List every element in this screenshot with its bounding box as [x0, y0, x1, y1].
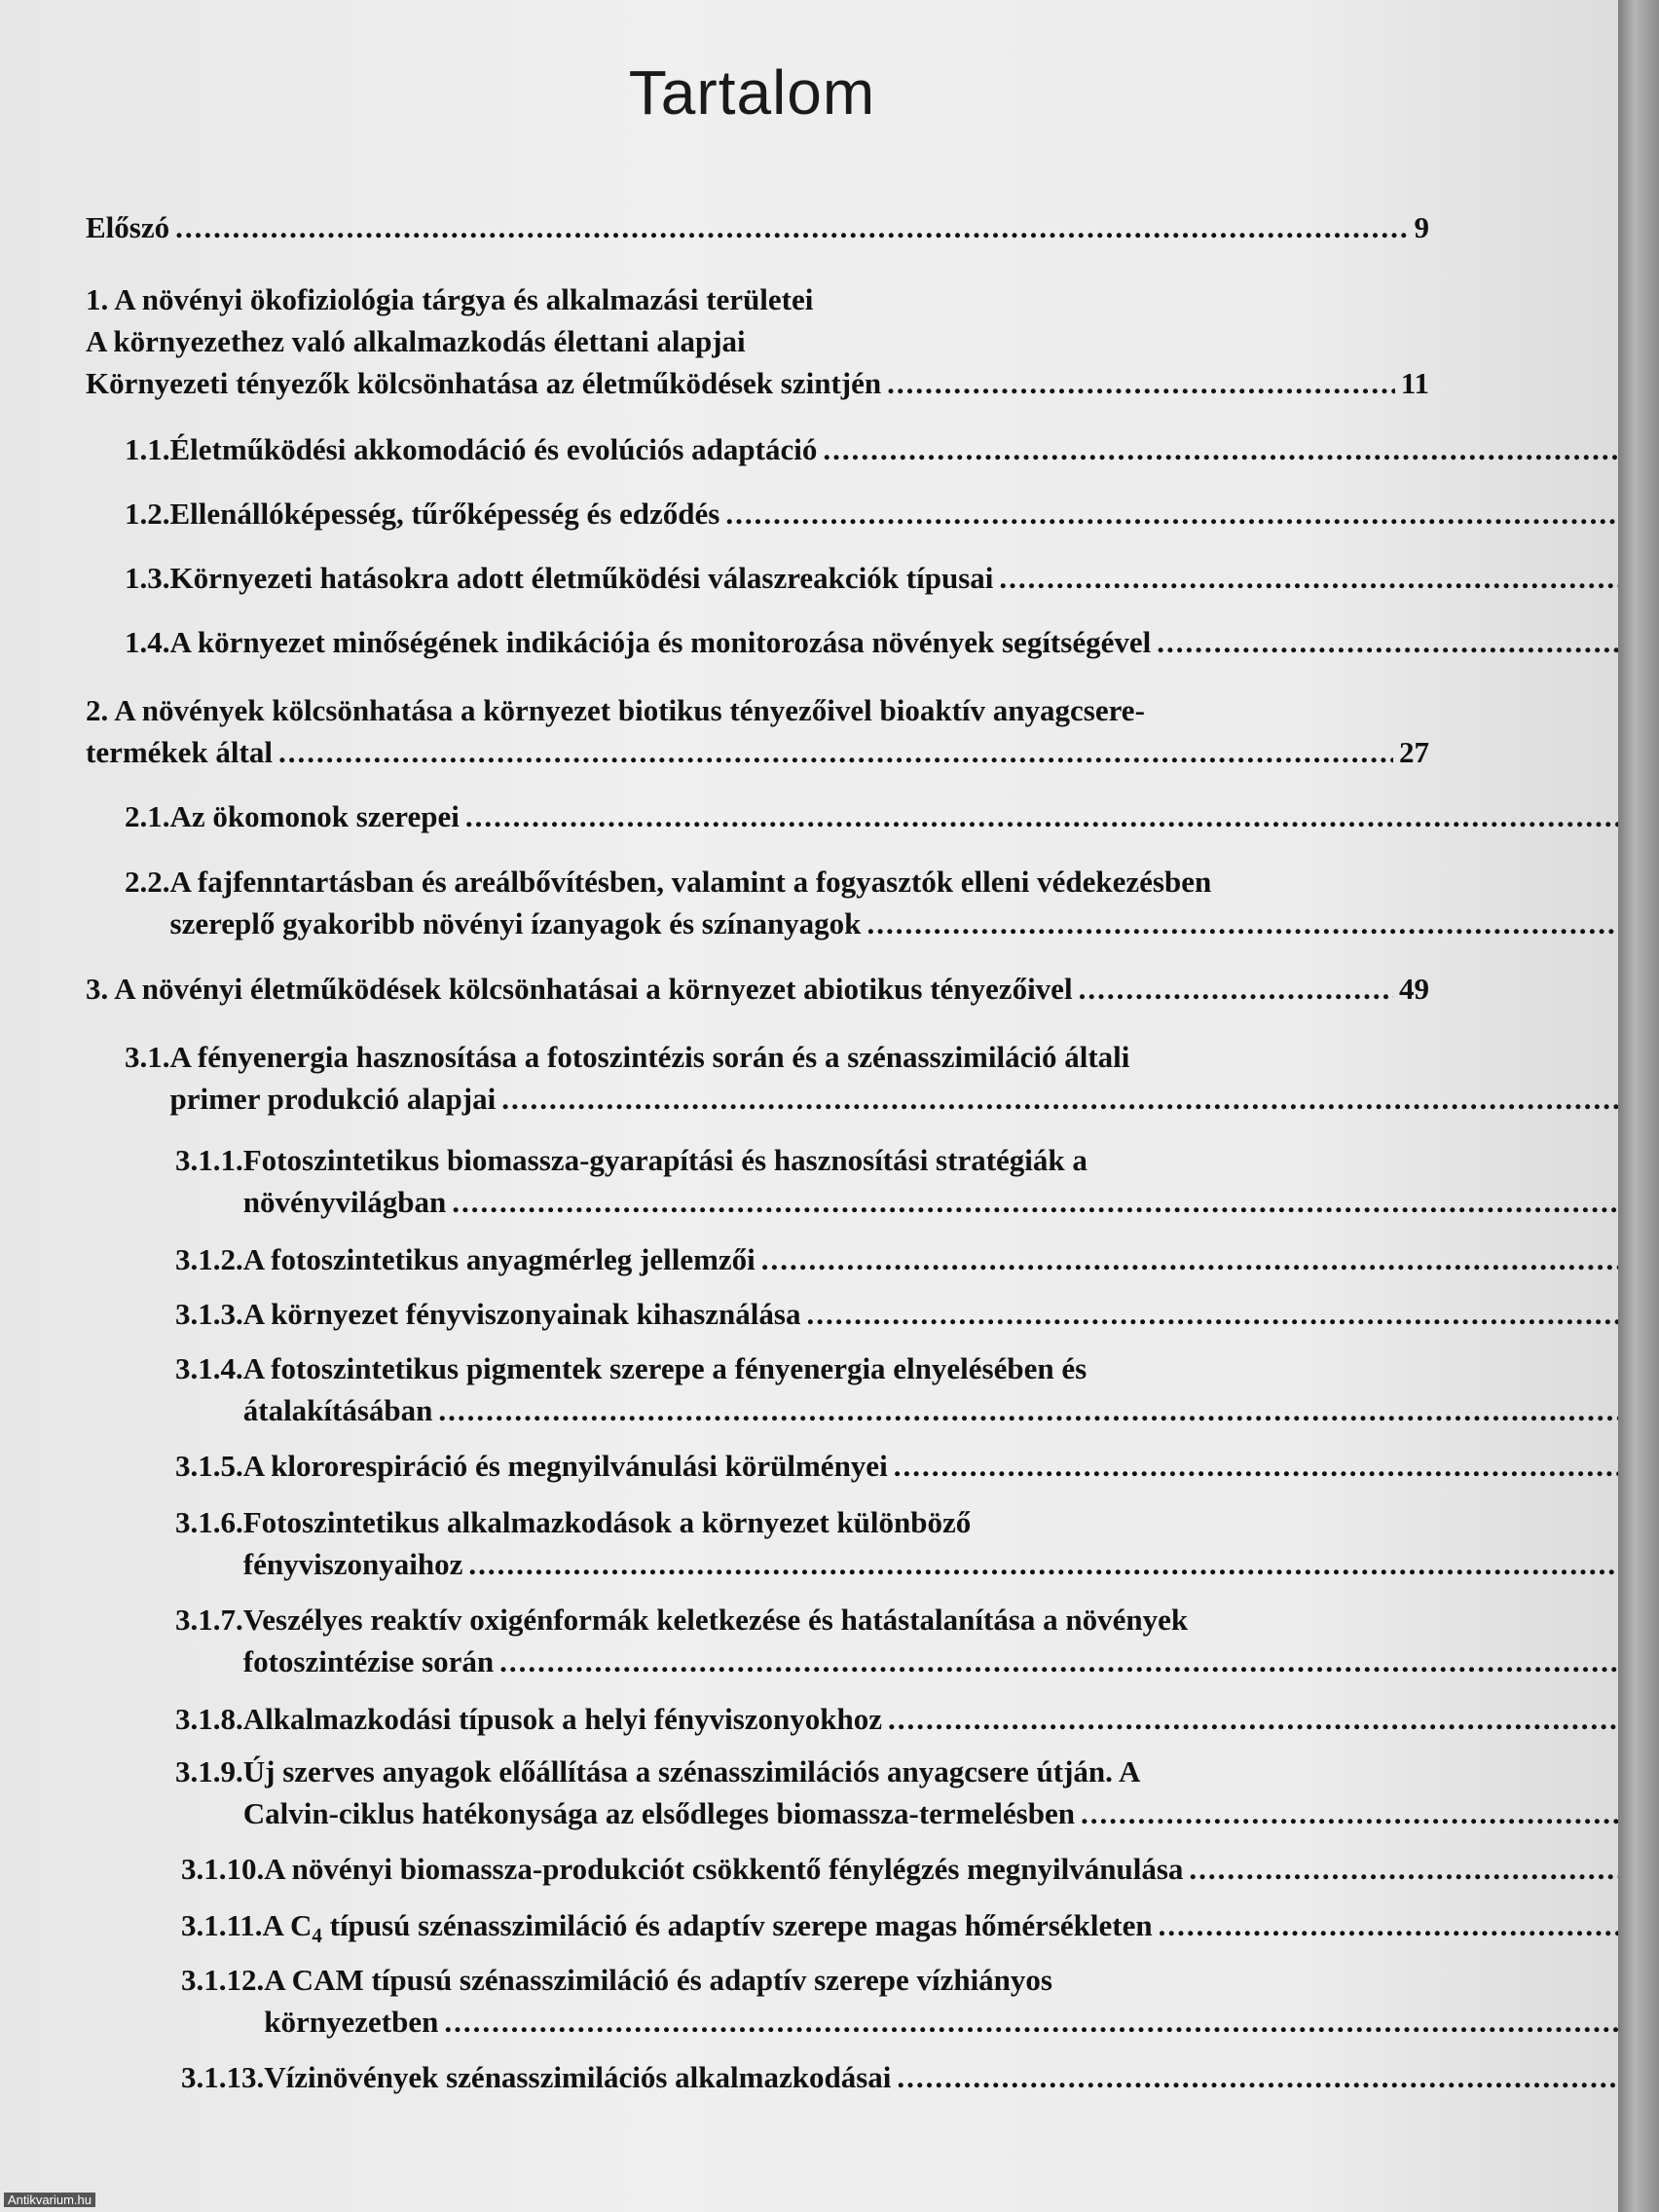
- section-number: 1.2.: [125, 497, 170, 531]
- dot-leader: [452, 1181, 1618, 1223]
- toc-entry-2-2: [125, 861, 1429, 944]
- toc-entry-3-1-7: [175, 1599, 1429, 1682]
- toc-entry-3-1-11: [181, 1904, 1429, 1946]
- toc-entry-1-1: [125, 428, 1429, 470]
- dot-leader: [1189, 1848, 1618, 1890]
- toc-entry-title-part: A C: [262, 1908, 313, 1942]
- toc-entry-3-1-9: [175, 1751, 1429, 1834]
- toc-entry-line: A CAM típusú szénasszimiláció és adaptív szerepe vízhiányos: [264, 1963, 1052, 1997]
- dot-leader: [465, 795, 1618, 837]
- toc-entry-title: A fotoszintetikus anyagmérleg jellemzői: [242, 1242, 756, 1276]
- toc-entry-2-1: [125, 795, 1429, 837]
- section-number: 3.1.2.: [175, 1242, 243, 1276]
- dot-leader: [894, 1445, 1618, 1487]
- dot-leader: [499, 1641, 1618, 1682]
- section-number: 1.3.: [125, 561, 170, 595]
- toc-entry-1-2: [125, 493, 1429, 535]
- toc-entry-1-3: [125, 557, 1429, 599]
- toc-entry-line: Fotoszintetikus alkalmazkodások a környezet különböző: [242, 1505, 972, 1539]
- dot-leader: [806, 1293, 1618, 1335]
- toc-entry-title: A környezet fényviszonyainak kihasználása: [242, 1297, 801, 1331]
- toc-entry-3-1-6: [175, 1501, 1429, 1585]
- section-number: 1.1.: [125, 432, 170, 466]
- toc-entry-3-1-5: [175, 1445, 1429, 1487]
- toc-entry-title: 3. A növényi életműködések kölcsönhatásai a környezet abiotikus tényezőivel: [86, 972, 1073, 1006]
- section-number: 3.1.5.: [175, 1449, 243, 1483]
- toc-entry-line: A fajfenntartásban és areálbővítésben, valamint a fogyasztók elleni védekezésben: [169, 865, 1212, 899]
- dot-leader: [444, 2001, 1618, 2043]
- toc-page-number: 27: [1399, 735, 1429, 769]
- toc-entry-3-1-3: [175, 1293, 1429, 1335]
- section-number: 3.1.3.: [175, 1297, 243, 1331]
- section-number: 3.1.8.: [175, 1702, 243, 1736]
- section-number: 2.1.: [125, 799, 170, 833]
- toc-entry-title: fotoszintézise során: [242, 1644, 495, 1678]
- dot-leader: [888, 1698, 1618, 1740]
- dot-leader: [823, 428, 1618, 470]
- toc-entry-title: A klororespiráció és megnyilvánulási körülményei: [242, 1449, 888, 1483]
- toc-entry-title: Ellenállóképesség, tűrőképesség és edződés: [169, 497, 720, 531]
- dot-leader: [468, 1543, 1618, 1585]
- toc-entry-1-4: [125, 621, 1429, 663]
- toc-entry-title: fényviszonyaihoz: [242, 1547, 463, 1581]
- toc-entry-3-1-8: [175, 1698, 1429, 1740]
- dot-leader: [761, 1238, 1618, 1280]
- section-number: 2.2.: [125, 865, 170, 899]
- toc-entry-title: Vízinövények szénasszimilációs alkalmazkodásai: [264, 2060, 892, 2094]
- dot-leader: [438, 1389, 1618, 1431]
- toc-entry-title: Alkalmazkodási típusok a helyi fényviszonyokhoz: [242, 1702, 883, 1736]
- toc-entry-3-1-10: [181, 1848, 1429, 1890]
- toc-page-number: 49: [1399, 972, 1429, 1006]
- toc-entry-3-1-12: [181, 1959, 1429, 2043]
- toc-entry-title: [263, 1904, 1153, 1946]
- toc-entry-line: A fotoszintetikus pigmentek szerepe a fényenergia elnyelésében és: [242, 1351, 1088, 1385]
- page-edge: [1618, 0, 1659, 2212]
- toc-entry-3-1-4: [175, 1347, 1429, 1431]
- dot-leader: [501, 1078, 1618, 1120]
- section-number: 1.4.: [125, 625, 170, 659]
- watermark-label: Antikvarium.hu: [4, 2193, 95, 2207]
- toc-entry-line: 2. A növények kölcsönhatása a környezet biotikus tényezőivel bioaktív anyagcsere-: [86, 693, 1145, 727]
- dot-leader: [1159, 1904, 1618, 1946]
- subscript-number: 4: [312, 1924, 322, 1948]
- toc-entry-line: Új szerves anyagok előállítása a szénasszimilációs anyagcsere útján. A: [242, 1754, 1141, 1788]
- section-number: 3.1.13.: [181, 2060, 265, 2094]
- toc-entry-3-1-1: [175, 1139, 1429, 1223]
- section-number: 3.1.1.: [175, 1143, 243, 1177]
- section-number: 3.1.11.: [181, 1908, 263, 1942]
- section-number: 3.1.12.: [181, 1963, 265, 1997]
- toc-entry-title: növényvilágban: [242, 1185, 447, 1219]
- toc-entry-title: átalakításában: [242, 1393, 433, 1427]
- toc-entry-chapter-1: [86, 278, 1429, 404]
- toc-entry-title: Előszó: [86, 210, 170, 244]
- toc-entry-3-1-2: [175, 1238, 1429, 1280]
- toc-entry-line: 1. A növényi ökofiziológia tárgya és alkalmazási területei: [86, 282, 814, 316]
- toc-page-number: 9: [1414, 210, 1429, 244]
- toc-entry-title: Calvin-ciklus hatékonysága az elsődleges biomassza-termelésben: [242, 1796, 1075, 1830]
- toc-entry-title: A környezet minőségének indikációja és monitorozása növények segítségével: [169, 625, 1152, 659]
- dot-leader: [1081, 1792, 1618, 1834]
- toc-entry-title: termékek által: [86, 735, 273, 769]
- toc-entry-3-1-13: [181, 2056, 1429, 2098]
- toc-entry-title: környezetben: [264, 2005, 439, 2039]
- section-number: 3.1.9.: [175, 1754, 243, 1788]
- toc-entry-chapter-3: [86, 968, 1429, 1010]
- section-number: 3.1.7.: [175, 1603, 243, 1637]
- section-number: 3.1.10.: [181, 1852, 265, 1886]
- dot-leader: [866, 903, 1618, 944]
- page-title: Tartalom: [628, 57, 876, 128]
- section-number: 3.1.4.: [175, 1351, 243, 1385]
- toc-entry-3-1: [125, 1036, 1429, 1120]
- section-number: 3.1.: [125, 1040, 170, 1074]
- toc-entry-title: Életműködési akkomodáció és evolúciós adaptáció: [169, 432, 818, 466]
- toc-entry-line: A környezethez való alkalmazkodás élettani alapjai: [86, 324, 746, 358]
- dot-leader: [1079, 968, 1393, 1010]
- toc-entry-title: Környezeti tényezők kölcsönhatása az életműködések szintjén: [86, 366, 882, 400]
- toc-entry-eloszo: [86, 206, 1429, 248]
- toc-entry-title: primer produkció alapjai: [169, 1082, 497, 1116]
- toc-page-number: 11: [1400, 366, 1429, 400]
- toc-entry-title: A növényi biomassza-produkciót csökkentő fénylégzés megnyilvánulása: [264, 1852, 1184, 1886]
- dot-leader: [278, 731, 1393, 773]
- section-number: 3.1.6.: [175, 1505, 243, 1539]
- dot-leader: [725, 493, 1618, 535]
- toc-entry-line: A fényenergia hasznosítása a fotoszintézis során és a szénasszimiláció általi: [169, 1040, 1130, 1074]
- dot-leader: [897, 2056, 1618, 2098]
- dot-leader: [887, 362, 1395, 404]
- toc-entry-title: szereplő gyakoribb növényi ízanyagok és színanyagok: [169, 906, 862, 940]
- dot-leader: [999, 557, 1618, 599]
- toc-entry-chapter-2: [86, 689, 1429, 773]
- toc-entry-title-part: típusú szénasszimiláció és adaptív szerepe magas hőmérsékleten: [321, 1908, 1153, 1942]
- dot-leader: [1157, 621, 1618, 663]
- toc-entry-line: Veszélyes reaktív oxigénformák keletkezése és hatástalanítása a növények: [242, 1603, 1189, 1637]
- toc-entry-line: Fotoszintetikus biomassza-gyarapítási és hasznosítási stratégiák a: [242, 1143, 1088, 1177]
- toc-entry-title: Környezeti hatásokra adott életműködési válaszreakciók típusai: [169, 561, 994, 595]
- toc-entry-title: Az ökomonok szerepei: [169, 799, 460, 833]
- dot-leader: [175, 206, 1408, 248]
